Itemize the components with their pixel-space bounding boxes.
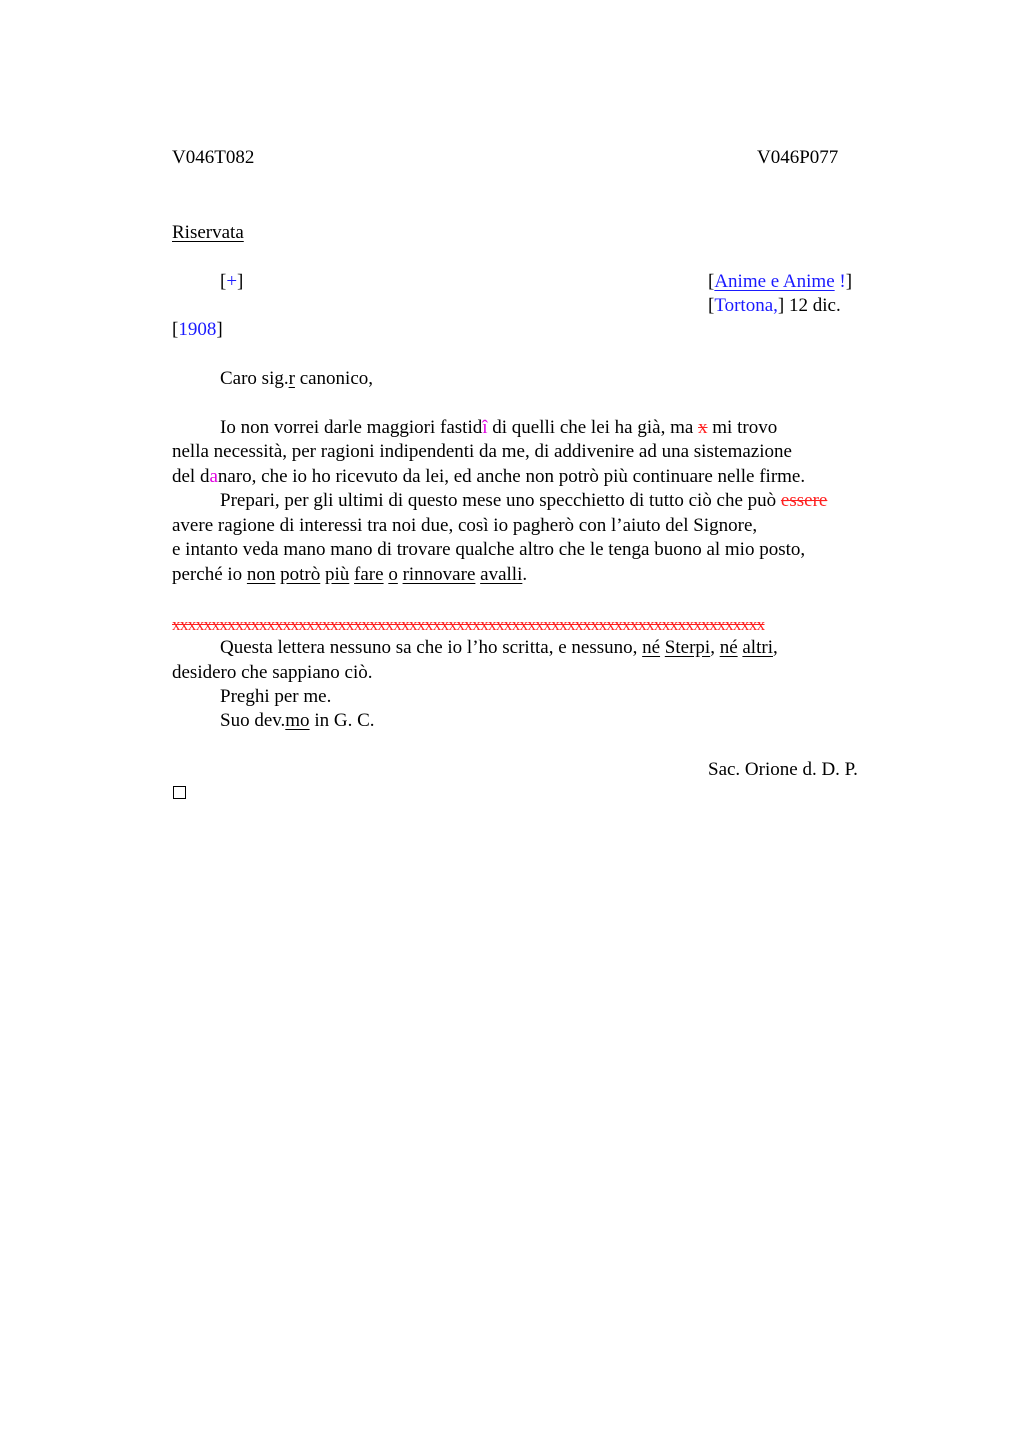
underlined-word: mo — [285, 710, 310, 731]
underlined-word: rinnovare — [402, 564, 476, 585]
para1-line1 — [220, 416, 777, 440]
underlined-word: Sterpi — [664, 637, 711, 658]
text-run: di quelli che lei ha già, ma — [487, 417, 699, 438]
bracket-open: [ — [220, 271, 227, 292]
text-run: in G. C. — [309, 710, 375, 731]
salutation-abbr: r — [288, 368, 295, 389]
para3-line1: Questa lettera nessuno sa che io l’ho scritta, e nessuno, né Sterpi, né altri, — [220, 637, 778, 658]
underlined-word: non — [246, 564, 276, 585]
bracket-close: ] — [237, 271, 244, 292]
underlined-word: potrò — [280, 564, 321, 585]
text-run: naro, che io ho ricevuto da lei, ed anche non potrò più continuare nelle firme. — [217, 466, 806, 487]
cross-mark — [220, 270, 243, 294]
bracket-close: ] — [216, 319, 223, 340]
text-run: perché io — [172, 564, 247, 585]
signature: Sac. Orione d. D. P. — [708, 759, 858, 780]
para2-line1 — [220, 489, 827, 513]
devotion-line — [220, 709, 375, 733]
document-code-left: V046T082 — [172, 147, 255, 168]
text-run: Questa lettera nessuno sa che io l’ho scritta, e nessuno, — [220, 637, 643, 658]
underlined-word: fare — [354, 564, 384, 585]
deleted-text: essere — [780, 490, 828, 511]
para1-line3 — [172, 465, 805, 489]
motto — [708, 270, 852, 294]
place-date — [708, 294, 841, 318]
text-run: Suo dev. — [220, 710, 286, 731]
text-run: , — [772, 637, 778, 658]
para2-line2: avere ragione di interessi tra noi due, così io pagherò con l’aiuto del Signore, — [172, 515, 758, 536]
underlined-word: né — [719, 637, 738, 658]
motto-link[interactable]: Anime e Anime — [714, 271, 835, 292]
date-text: 12 dic. — [784, 295, 841, 316]
prayer-line: Preghi per me. — [220, 686, 332, 707]
document-code-right: V046P077 — [757, 147, 839, 168]
text-run: Prepari, per gli ultimi di questo mese uno specchietto di tutto ciò che può — [220, 490, 781, 511]
salutation-pre: Caro sig. — [220, 368, 289, 389]
bracket-close: ] — [777, 295, 785, 316]
para2-line4 — [172, 563, 527, 587]
deleted-line: xxxxxxxxxxxxxxxxxxxxxxxxxxxxxxxxxxxxxxxxxxxxxxxxxxxxxxxxxxxxxxxxxxxxxxxxxxx — [172, 615, 765, 634]
place-name: Tortona, — [714, 295, 778, 316]
underlined-word: altri — [742, 637, 773, 658]
correction-mark: î — [482, 417, 488, 438]
text-run: Io non vorrei darle maggiori fastid — [220, 417, 483, 438]
bracket-open: [ — [708, 271, 715, 292]
year — [172, 318, 223, 342]
para1-line2: nella necessità, per ragioni indipendenti da me, di addivenire ad una sistemazione — [172, 441, 792, 462]
underlined-word: né — [642, 637, 661, 658]
underlined-word: avalli — [480, 564, 523, 585]
para3-line2: desidero che sappiano ciò. — [172, 662, 373, 683]
bracket-open: [ — [172, 319, 179, 340]
cross-icon: + — [226, 271, 238, 292]
text-run: del d — [172, 466, 210, 487]
deleted-text: x — [698, 417, 708, 438]
motto-excl: ! — [839, 271, 846, 292]
year-value: 1908 — [178, 319, 217, 340]
salutation — [220, 367, 373, 391]
end-square-icon — [173, 786, 186, 799]
correction-mark: a — [209, 466, 218, 487]
bracket-open: [ — [708, 295, 715, 316]
bracket-close: ] — [845, 271, 853, 292]
salutation-post: canonico, — [294, 368, 374, 389]
para2-line3: e intanto veda mano mano di trovare qualche altro che le tenga buono al mio posto, — [172, 539, 806, 560]
text-run: . — [522, 564, 528, 585]
riservata-label: Riservata — [172, 222, 244, 243]
text-run: mi trovo — [707, 417, 778, 438]
underlined-word: o — [388, 564, 398, 585]
underlined-word: più — [325, 564, 350, 585]
